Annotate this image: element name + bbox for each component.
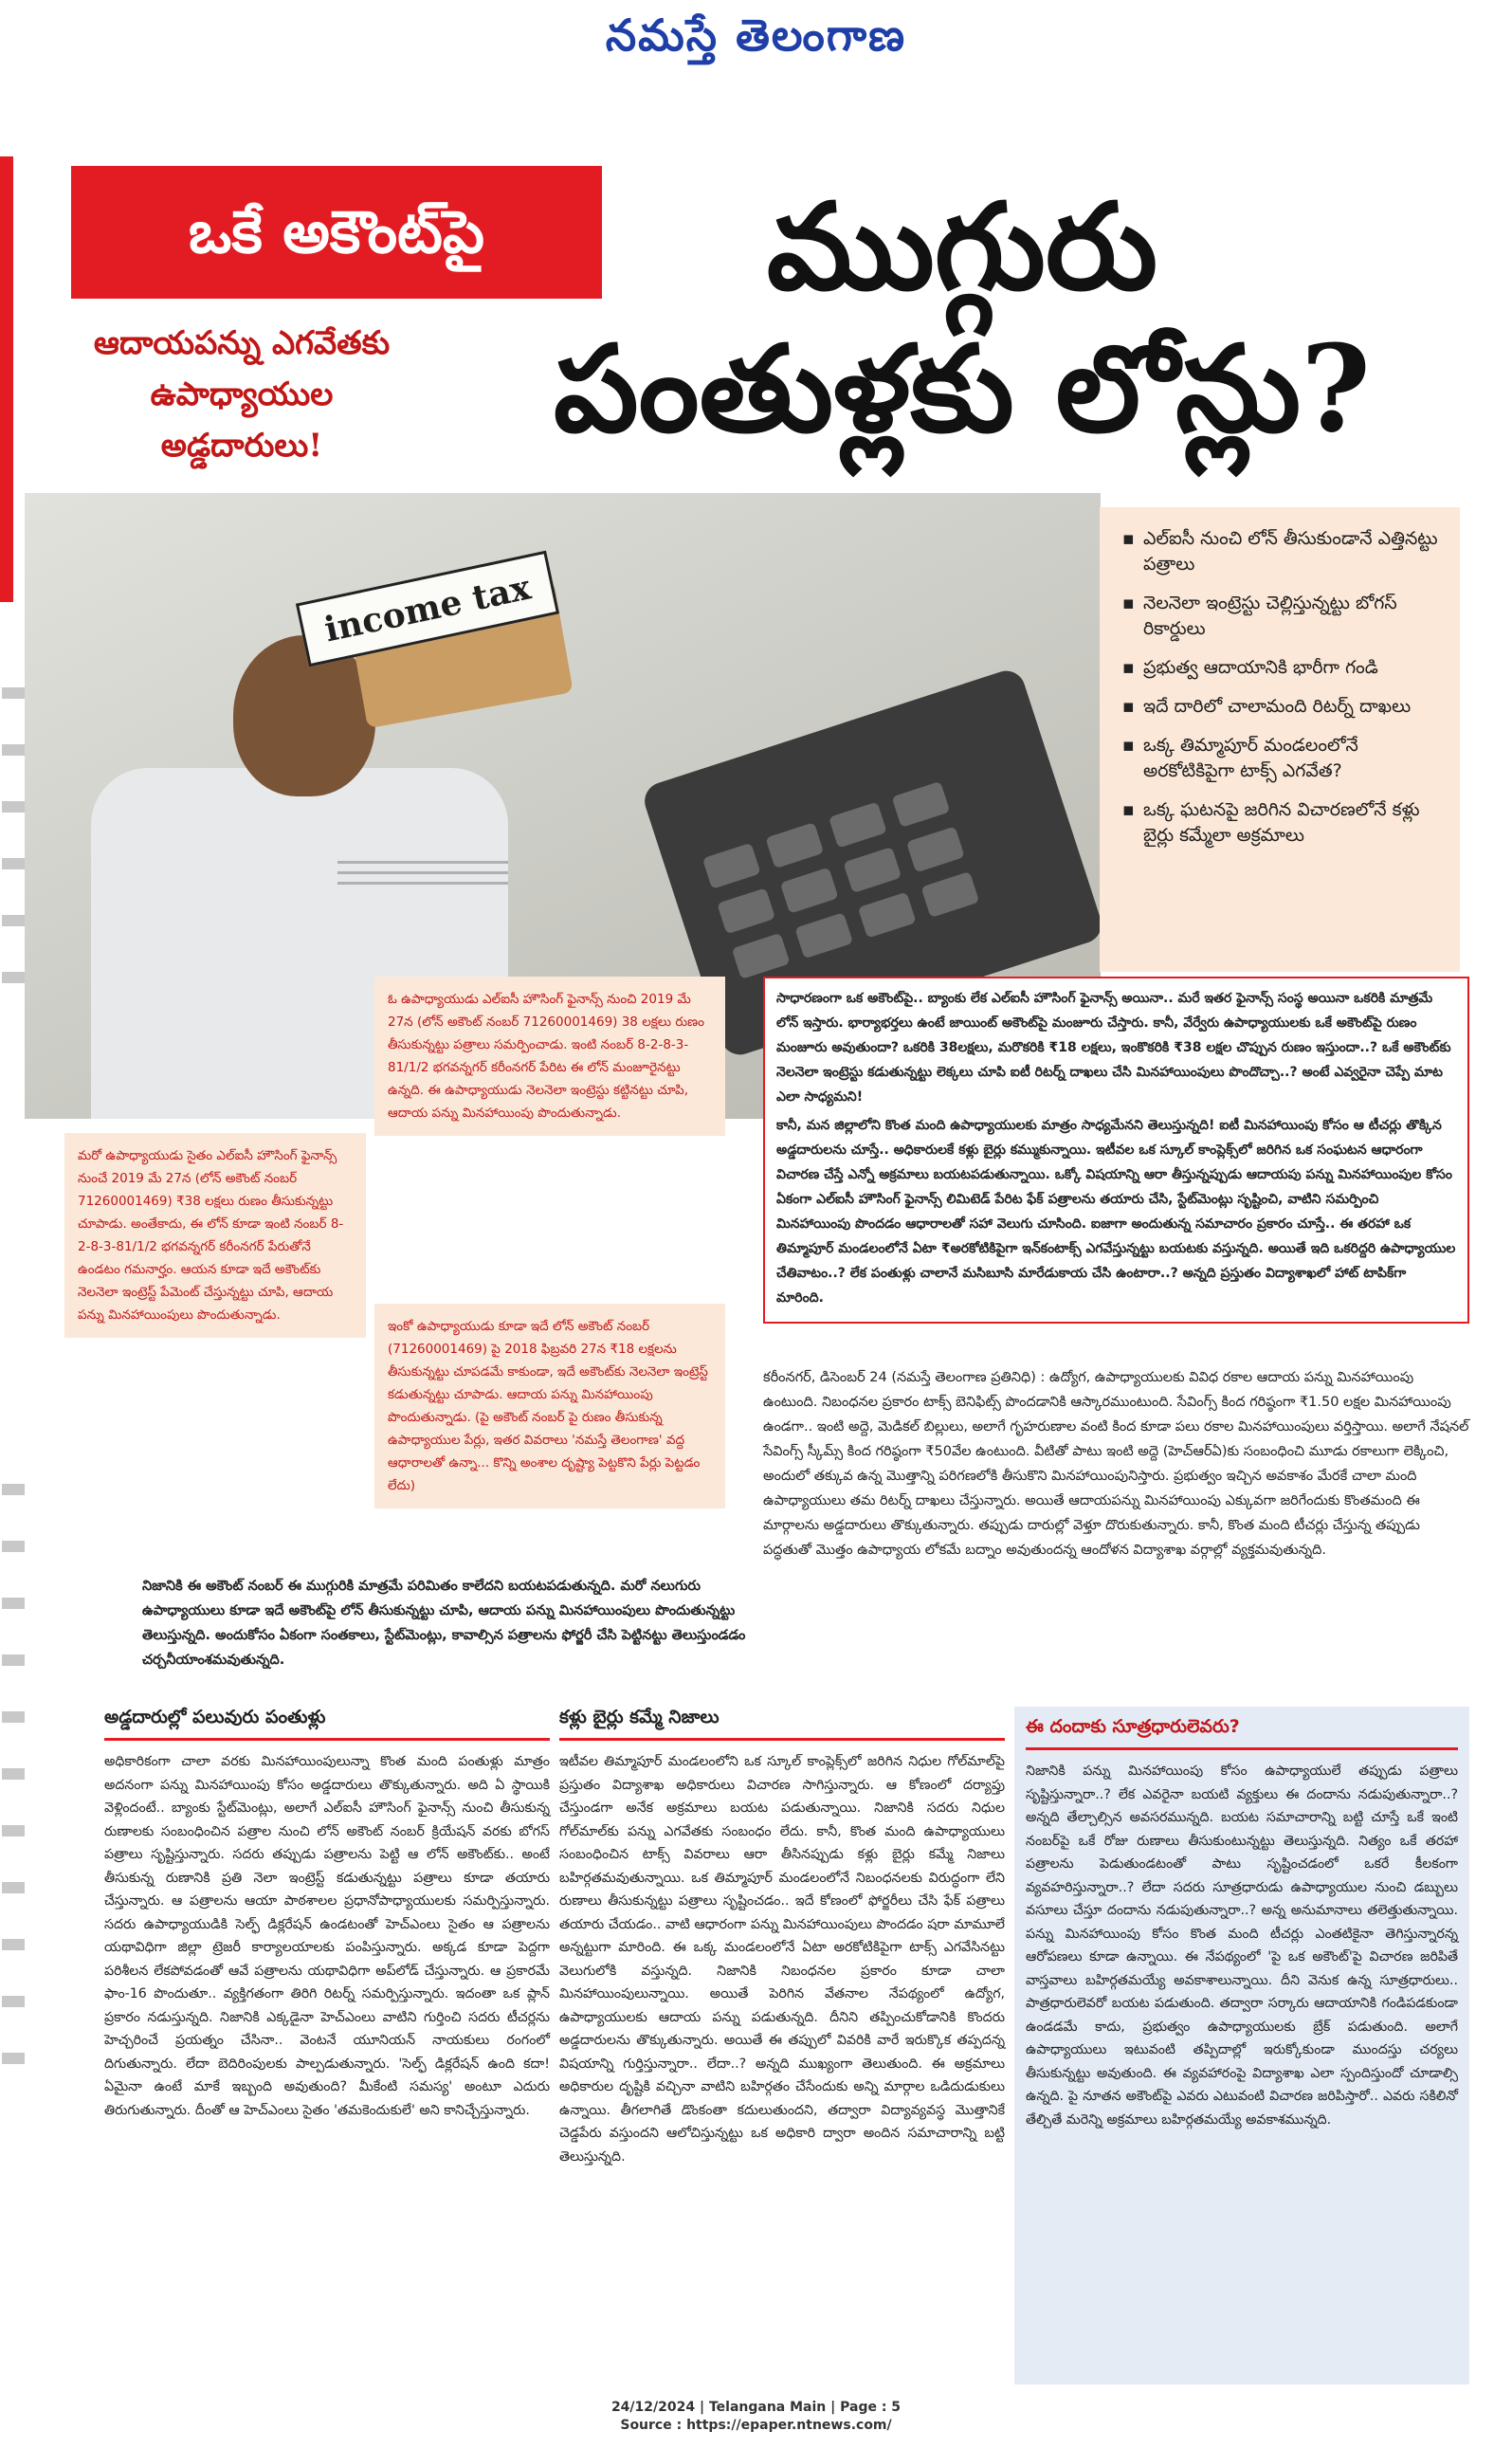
account-summary-note: నిజానికి ఈ అకౌంట్ నంబర్ ఈ ముగ్గురికి మాత్రమే పరిమితం కాలేదని బయటపడుతున్నది. మరో నలుగురు ఉపాధ్యాయులు కూడా ఇదే అకౌంట్‌పై లోన్ తీసుకున్నట్టు చూపి, ఆదాయ పన్ను మినహాయింపులు పొందుతున్నట్టు తెలుస్తున్నది. అందుకోసం ఏకంగా సంతకాలు, స్టేట్‌మెంట్లు, కావాల్సిన పత్రాలను ఫోర్జరీ చేసి పెట్టినట్టు తెలుస్తుండడం చర్చనీయాంశమవుతున్నది. — [142, 1579, 746, 1668]
dateline-article: కరీంనగర్, డిసెంబర్ 24 (నమస్తే తెలంగాణ ప్రతినిధి) : ఉద్యోగ, ఉపాధ్యాయులకు వివిధ రకాల ఆదాయ పన్ను మినహాయింపు ఉంటుంది. నిబంధనల ప్రకారం టాక్స్ బెనిఫిట్స్ పొందడానికి ఆస్కారముంటుంది. సేవింగ్స్ కింద గరిష్ఠంగా ₹1.50 లక్షల మినహాయింపు ఉండగా.. ఇంటి అద్దె, మెడికల్ బిల్లులు, అలాగే గృహరుణాల వంటి కింద కూడా పలు రకాల మినహాయింపులు వర్తిస్తాయి. అలాగే నేషనల్ సేవింగ్స్ స్కీమ్స్ కింద గరిష్ఠంగా ₹50వేల ఉంటుంది. వీటితో పాటు ఇంటి అద్దె (హెచ్ఆర్ఏ)కు సంబంధించి మూడు రకాలుగా లెక్కించి, అందులో తక్కువ ఉన్న మొత్తాన్ని పరిగణలోకి తీసుకొని మినహాయింపునిస్తారు. ప్రభుత్వం ఇచ్చిన అవకాశం మేరకే చాలా మంది ఉపాధ్యాయులు తమ రిటర్న్ దాఖలు చేస్తున్నారు. అయితే ఆదాయపన్ను మినహాయింపు ఎక్కువగా జరిగేందుకు కొంతమంది ఈ మార్గాలను అడ్డదారులు తొక్కుతున్నారు. తప్పుడు దారుల్లో వెళ్తూ దొరుకుతున్నారు. కానీ, కొంత మంది టీచర్లు చేస్తున్న తప్పుడు పద్ధతుతో మొత్తం ఉపాధ్యాయ లోకమే బద్నాం అవుతుందన్న ఆందోళన విద్యాశాఖ వర్గాల్లో వ్యక్తమవుతున్నది. — [763, 1370, 1469, 1558]
adjacent-text-fragment — [2, 1825, 25, 1837]
adjacent-text-fragment — [2, 744, 25, 756]
highlights-box — [1100, 507, 1460, 972]
kicker-banner: ఒకే అకౌంట్‌పై — [71, 166, 602, 299]
intro-paragraph: సాధారణంగా ఒక అకౌంట్‌పై.. బ్యాంకు లేక ఎల్ఐసీ హౌసింగ్ ఫైనాన్స్ అయినా.. మరే ఇతర ఫైనాన్స్ సంస్థ అయినా ఒకరికి మాత్రమే లోన్ ఇస్తారు. భార్యాభర్తలు ఉంటే జాయింట్ అకౌంట్‌పై మంజూరు చేస్తారు. కానీ, వేర్వేరు ఉపాధ్యాయులకు ఒకే అకౌంట్‌పై రుణం మంజూరు అవుతుందా? ఒకరికి 38లక్షలు, మరొకరికి ₹18 లక్షలు, ఇంకొకరికి ₹38 లక్షల చొప్పున రుణం ఇస్తుందా..? ఒకే అకౌంట్‌కు నెలనెలా ఇంట్రెస్టు కడుతున్నట్టు లెక్కలు చూపి ఐటీ రిటర్న్ దాఖలు చేసి మినహాయింపులు పొందొచ్చా..? అంటే ఎవ్వరైనా చెప్పే మాట ఎలా సాధ్యమని! — [776, 991, 1451, 1105]
adjacent-text-fragment — [2, 1654, 25, 1666]
main-headline — [474, 175, 1450, 460]
column-shortcuts — [104, 1707, 550, 2385]
adjacent-text-fragment — [2, 972, 25, 983]
teacher-callout-2: మరో ఉపాధ్యాయుడు సైతం ఎల్ఐసీ హౌసింగ్ ఫైనాన్స్ నుంచే 2019 మే 27న (లోన్ అకౌంట్ నంబర్ 71260001469) ₹38 లక్షలు రుణం తీసుకున్నట్టు చూపాడు. అంతేకాదు, ఈ లోన్ కూడా ఇంటి నంబర్ 8-2-8-3-81/1/2 భగవన్నగర్ కరీంనగర్ పేరుతోనే ఉండటం గమనార్హం. ఆయన కూడా ఇదే అకౌంట్‌కు నెలనెలా ఇంట్రెస్ట్ పేమెంట్ చేస్తున్నట్టు చూపి, ఆదాయ పన్ను మినహాయింపులు పొందుతున్నాడు. — [64, 1133, 366, 1338]
adjacent-text-fragment — [2, 1882, 25, 1893]
newspaper-title: నమస్తే తెలంగాణ — [605, 9, 907, 61]
intro-paragraph: కానీ, మన జిల్లాలోని కొంత మంది ఉపాధ్యాయులకు మాత్రం సాధ్యమేనని తెలుస్తున్నది! ఐటీ మినహాయింపు కోసం ఆ టీచర్లు తొక్కిన అడ్డదారులను చూస్తే.. అధికారులకే కళ్లు బైర్లు కమ్ముకున్నాయి. ఇటీవల ఒక స్కూల్ కాంప్లెక్స్‌లో జరిగిన ఒక సంఘటన ఆధారంగా విచారణ చేస్తే ఎన్నో అక్రమాలు బయటపడుతున్నాయి. ఒక్కో విషయాన్ని ఆరా తీస్తున్నప్పుడు ఆదాయపు పన్ను మినహాయింపుల కోసం ఏకంగా ఎల్ఐసీ హౌసింగ్ ఫైనాన్స్ లిమిటెడ్ పేరిట ఫేక్ పత్రాలను తయారు చేసి, స్టేట్‌మెంట్లు సృష్టించి, వాటిని సమర్పించి మినహాయింపు పొందడం ఆధారాలతో సహా వెలుగు చూసింది. ఐజాగా అందుతున్న సమాచారం ప్రకారం చూస్తే.. ఈ తరహా ఒక తిమ్మాపూర్ మండలంలోనే ఏటా ₹అరకోటికిపైగా ఇన్‌కంటాక్స్ ఎగవేస్తున్నట్టు బయటకు వస్తున్నది. అయితే ఇది ఒకరిద్దరి ఉపాధ్యాయుల చేతివాటం..? లేక పంతుళ్లు చాలానే మసిబూసి మారేడుకాయ చేసి ఉంటారా..? అన్నది ప్రస్తుతం విద్యాశాఖలో హాట్ టాపిక్‌గా మారింది. — [776, 1118, 1456, 1306]
teacher-callout-3: ఇంకో ఉపాధ్యాయుడు కూడా ఇదే లోన్ అకౌంట్ నంబర్ (71260001469) పై 2018 ఫిబ్రవరి 27న ₹18 లక్షలను తీసుకున్నట్టు చూపడమే కాకుండా, ఇదే అకౌంట్‌కు నెలనెలా ఇంట్రెస్ట్ కడుతున్నట్టు చూపాడు. ఆదాయ పన్ను మినహాయింపు పొందుతున్నాడు. (పై అకౌంట్ నంబర్ పై రుణం తీసుకున్న ఉపాధ్యాయుల పేర్లు, ఇతర వివరాలు 'నమస్తే తెలంగాణ' వద్ద ఆధారాలతో ఉన్నా... కొన్ని అంశాల దృష్ట్యా పెట్టకొని పేర్లు పెట్టడం లేదు) — [374, 1304, 725, 1508]
masthead — [0, 0, 1512, 83]
teacher-callout-1: ఓ ఉపాధ్యాయుడు ఎల్ఐసీ హౌసింగ్ ఫైనాన్స్ నుంచి 2019 మే 27న (లోన్ అకౌంట్ నంబర్ 71260001469) 38 లక్షలు రుణం తీసుకున్నట్టు పత్రాలు సమర్పించాడు. ఇంటి నంబర్ 8-2-8-3-81/1/2 భగవన్నగర్ కరీంనగర్ పేరిట ఈ లోన్ మంజూరైనట్టు ఉన్నది. ఈ ఉపాధ్యాయుడు నెలనెలా ఇంట్రెస్టు కట్టినట్టు చూపి, ఆదాయ పన్ను మినహాయింపు పొందుతున్నాడు. — [374, 977, 725, 1136]
intro-box — [763, 977, 1469, 1324]
adjacent-text-fragment — [2, 1939, 25, 1950]
column-heading: కళ్లు బైర్లు కమ్మే నిజాలు — [559, 1707, 1005, 1741]
adjacent-text-fragment — [2, 1598, 25, 1609]
adjacent-text-fragment — [2, 858, 25, 869]
headline-line: ముగ్గురు — [766, 176, 1158, 317]
adjacent-text-fragment — [2, 801, 25, 813]
adjacent-text-fragment — [2, 1484, 25, 1495]
adjacent-text-fragment — [2, 1541, 25, 1552]
deck-line: అడ్డదారులు! — [160, 427, 323, 465]
highlight-item: ▪ ఎల్‌ఐసీ నుంచి లోన్ తీసుకుండానే ఎత్తినట్టు పత్రాలు — [1122, 526, 1447, 577]
deck — [66, 318, 417, 471]
adjacent-page-edge — [0, 156, 25, 2110]
footer-source-link[interactable]: Source : https://epaper.ntnews.com/ — [620, 2418, 892, 2433]
headline-line: పంతుళ్లకు లోన్లు? — [554, 319, 1371, 459]
column-facts — [559, 1707, 1005, 2385]
column-body: ఇటీవల తిమ్మాపూర్ మండలంలోని ఒక స్కూల్ కాంప్లెక్స్‌లో జరిగిన నిధుల గోల్‌మాల్‌పై ప్రస్తుతం విద్యాశాఖ అధికారులు విచారణ సాగిస్తున్నారు. ఆ కోణంలో దర్యాప్తు చేస్తుండగా అనేక అక్రమాలు బయట పడుతున్నాయి. నిజానికి సదరు నిధుల గోల్‌మాల్‌కు పన్ను ఎగవేతకు సంబంధం లేదు. కానీ, కొంత మంది ఉపాధ్యాయులు సంబంధించిన టాక్స్ వివరాలు ఆరా తీసినప్పుడు కళ్లు బైర్లు కమ్మే నిజాలు బహిర్గతమవుతున్నాయి. ఒక తిమ్మాపూర్ మండలంలోనే నిబంధనలకు విరుద్ధంగా లేని రుణాలు తీసుకున్నట్టు పత్రాలు సృష్టించడం.. ఇదే కోణంలో ఫోర్జరీలు చేసి ఫేక్ పత్రాలు తయారు చేయడం.. వాటి ఆధారంగా పన్ను మినహాయింపులు పొందడం షరా మామూలే అన్నట్టుగా మారింది. ఈ ఒక్క మండలంలోనే ఏటా అరకోటికిపైగా టాక్స్ ఎగవేసినట్టు వెలుగులోకి వస్తున్నది. నిజానికి నిబంధనల ప్రకారం కూడా చాలా మినహాయింపులున్నాయి. అయితే పెరిగిన వేతనాల నేపథ్యంలో ఉద్యోగ, ఉపాధ్యాయులకు ఆదాయ పన్ను పడుతున్నది. దీనిని తప్పించుకోడానికి కొందరు అడ్డదారులను తొక్కుతున్నారు. అయితే ఈ తప్పులో వివరికి వారే ఇరుక్కొక తప్పదన్న విషయాన్ని గుర్తిస్తున్నారా.. లేదా..? అన్నది ముఖ్యంగా తెలుతుంది. ఈ అక్రమాలు అధికారుల దృష్టికి వచ్చినా వాటిని బహిర్గతం చేసేందుకు అన్ని మార్గాల ఒడిదుడుకులు ఉన్నాయి. తీగలాగితే డొంకంతా కదులుతుందని, తద్వారా విద్యావ్యవస్థ మొత్తానికే చెడ్డపేరు వస్తుందని ఆలోచిస్తున్నట్టు ఒక అధికారి ద్వారా అందిన సమాచారాన్ని బట్టి తెలుస్తున్నది. — [559, 1754, 1005, 2165]
deck-line: ఆదాయపన్ను ఎగవేతకు — [93, 324, 391, 362]
adjacent-red-bar — [0, 156, 13, 602]
paper-scribble — [337, 853, 508, 901]
column-body: నిజానికి పన్ను మినహాయింపు కోసం ఉపాధ్యాయులే తప్పుడు పత్రాలు సృష్టిస్తున్నారా..? లేక ఎవరైనా బయటి వ్యక్తులు ఈ దందాను నడుపుతున్నారా..? అన్నది తేల్చాల్సిన అవసరమున్నది. బయట సమాచారాన్ని బట్టి చూస్తే ఒకే ఇంటి నంబర్‌పై ఒకే రోజు రుణాలు తీసుకుంటున్నట్టు తెలుస్తున్నది. నిత్యం ఒకే తరహా పత్రాలను పెడుతుండటంతో పాటు సృష్టించడంలో ఒకరే కీలకంగా వ్యవహరిస్తున్నారా..? లేదా సదరు సూత్రధారుడు ఉపాధ్యాయుల నుంచి డబ్బులు వసూలు చేస్తూ దందాను నడుపుతున్నారా..? అన్న అనుమానాలు తలెత్తుతున్నాయి. పన్ను మినహాయింపు కోసం కొంత మంది టీచర్లు ఎంతటికైనా తెగిస్తున్నారన్న ఆరోపణలు కూడా ఉన్నాయి. ఈ నేపథ్యంలో 'పై ఒక అకౌంట్‌'పై విచారణ జరిపితే వాస్తవాలు బహిర్గతమయ్యే అవకాశాలున్నాయి. దీని వెనుక ఉన్న సూత్రధారులు.. పాత్రధారులెవరో బయట పడుతుంది. తద్వారా సర్కారు ఆదాయానికి గండిపడకుండా ఉండడమే కాదు, ప్రభుత్వం ఉపాధ్యాయులకు బ్రేక్ పడుతుంది. అలాగే ఉపాధ్యాయులు ఇటువంటి తప్పిదాల్లో ఇరుక్కోకుండా ముందస్తు చర్యలు తీసుకున్నట్టు అవుతుంది. ఈ వ్యవహారంపై విద్యాశాఖ ఎలా స్పందిస్తుందో చూడాల్సి ఉన్నది. పై నూతన అకౌంట్‌పై ఎవరు ఎటువంటి విచారణ జరిపిస్తారో.. ఎవరు సకిలినో తేల్చితే మరెన్ని అక్రమాలు బహిర్గతమయ్యే అవకాశమున్నది. — [1026, 1764, 1458, 2128]
column-heading: అడ్డదారుల్లో పలువురు పంతుళ్లు — [104, 1707, 550, 1741]
footer-edition-line: 24/12/2024 | Telangana Main | Page : 5 — [610, 2400, 902, 2415]
adjacent-text-fragment — [2, 915, 25, 926]
highlight-item: ▪ నెలనెలా ఇంట్రెస్టు చెల్లిస్తున్నట్టు బోగస్ రికార్డులు — [1122, 591, 1447, 642]
adjacent-text-fragment — [2, 1996, 25, 2007]
page-footer — [0, 2399, 1512, 2435]
column-heading: ఈ దందాకు సూత్రధారులెవరు? — [1026, 1716, 1458, 1750]
highlight-item: ▪ ఒక్క ఘటనపై జరిగిన విచారణలోనే కళ్లు బైర్లు కమ్మేలా అక్రమాలు — [1122, 797, 1447, 849]
adjacent-text-fragment — [2, 2053, 25, 2064]
adjacent-text-fragment — [2, 687, 25, 699]
column-body: అధికారికంగా చాలా వరకు మినహాయింపులున్నా కొంత మంది పంతుళ్లు మాత్రం అదనంగా పన్ను మినహాయింపు కోసం అడ్డదారులు తొక్కుతున్నారు. అది ఏ స్థాయికి వెళ్లిందంటే.. బ్యాంకు స్టేట్‌మెంట్లు, అలాగే ఎల్ఐసీ హౌసింగ్ ఫైనాన్స్ నుంచి తీసుకున్న రుణాలకు సంబంధించిన పత్రాల నుంచి లోన్ అకౌంట్ నంబర్ క్రియేషన్ వరకు బోగస్ పత్రాలు సృష్టిస్తున్నారు. సదరు తప్పుడు పత్రాలను పెట్టి ఆ లోన్ అకౌంట్‌కు.. అంటే తీసుకున్న రుణానికి ప్రతి నెలా ఇంట్రెస్ట్ కడుతున్నట్టు పత్రాలు కూడా తయారు చేస్తున్నారు. ఆ పత్రాలను ఆయా పాఠశాలల ప్రధానోపాధ్యాయులకు సమర్పిస్తున్నారు. సదరు ఉపాధ్యాయుడికి సెల్ఫ్ డిక్లరేషన్ ఉండటంతో హెచ్ఎంలు సైతం ఆ పత్రాలను యథావిధిగా జిల్లా ట్రెజరీ కార్యాలయాలకు పంపిస్తున్నారు. అక్కడ కూడా పెద్దగా పరిశీలన లేకపోవడంతో ఆవే పత్రాలను యథావిధిగా అప్‌లోడ్ చేస్తున్నారు. ఆ ప్రకారమే ఫాం-16 పొందుతూ.. వ్యక్తిగతంగా తిరిగి రిటర్న్ సమర్పిస్తున్నారు. ఇదంతా ఒక ప్లాన్ ప్రకారం నడుస్తున్నది. నిజానికి ఎక్కడైనా హెచ్ఎంలు వాటిని గుర్తించి సదరు టీచర్లను హెచ్చరించే ప్రయత్నం చేసినా.. వెంటనే యూనియన్ నాయకులు రంగంలో దిగుతున్నారు. లేదా బెదిరింపులకు పాల్పడుతున్నారు. 'సెల్ఫ్ డిక్లరేషన్ ఉంది కదా! ఏమైనా ఉంటే మాకే ఇబ్బంది అవుతుంది? మీకేంటి సమస్య' అంటూ ఎదురు తిరుగుతున్నారు. దీంతో ఆ హెచ్ఎంలు సైతం 'తమకెందుకులే' అని కానిచ్చేస్తున్నారు. — [104, 1754, 551, 2118]
column-masterminds — [1014, 1707, 1469, 2385]
deck-line: ఉపాధ్యాయుల — [150, 375, 334, 413]
adjacent-text-fragment — [2, 1711, 25, 1723]
income-tax-stamp: income tax — [296, 551, 559, 667]
highlight-item: ▪ ప్రభుత్వ ఆదాయానికి భారీగా గండి — [1122, 655, 1447, 681]
adjacent-text-fragment — [2, 1768, 25, 1780]
highlight-item: ▪ ఒక్క తిమ్మాపూర్ మండలంలోనే అరకోటికిపైగా టాక్స్ ఎగవేత? — [1122, 733, 1447, 784]
highlight-item: ▪ ఇదే దారిలో చాలామంది రిటర్న్ దాఖలు — [1122, 694, 1447, 720]
